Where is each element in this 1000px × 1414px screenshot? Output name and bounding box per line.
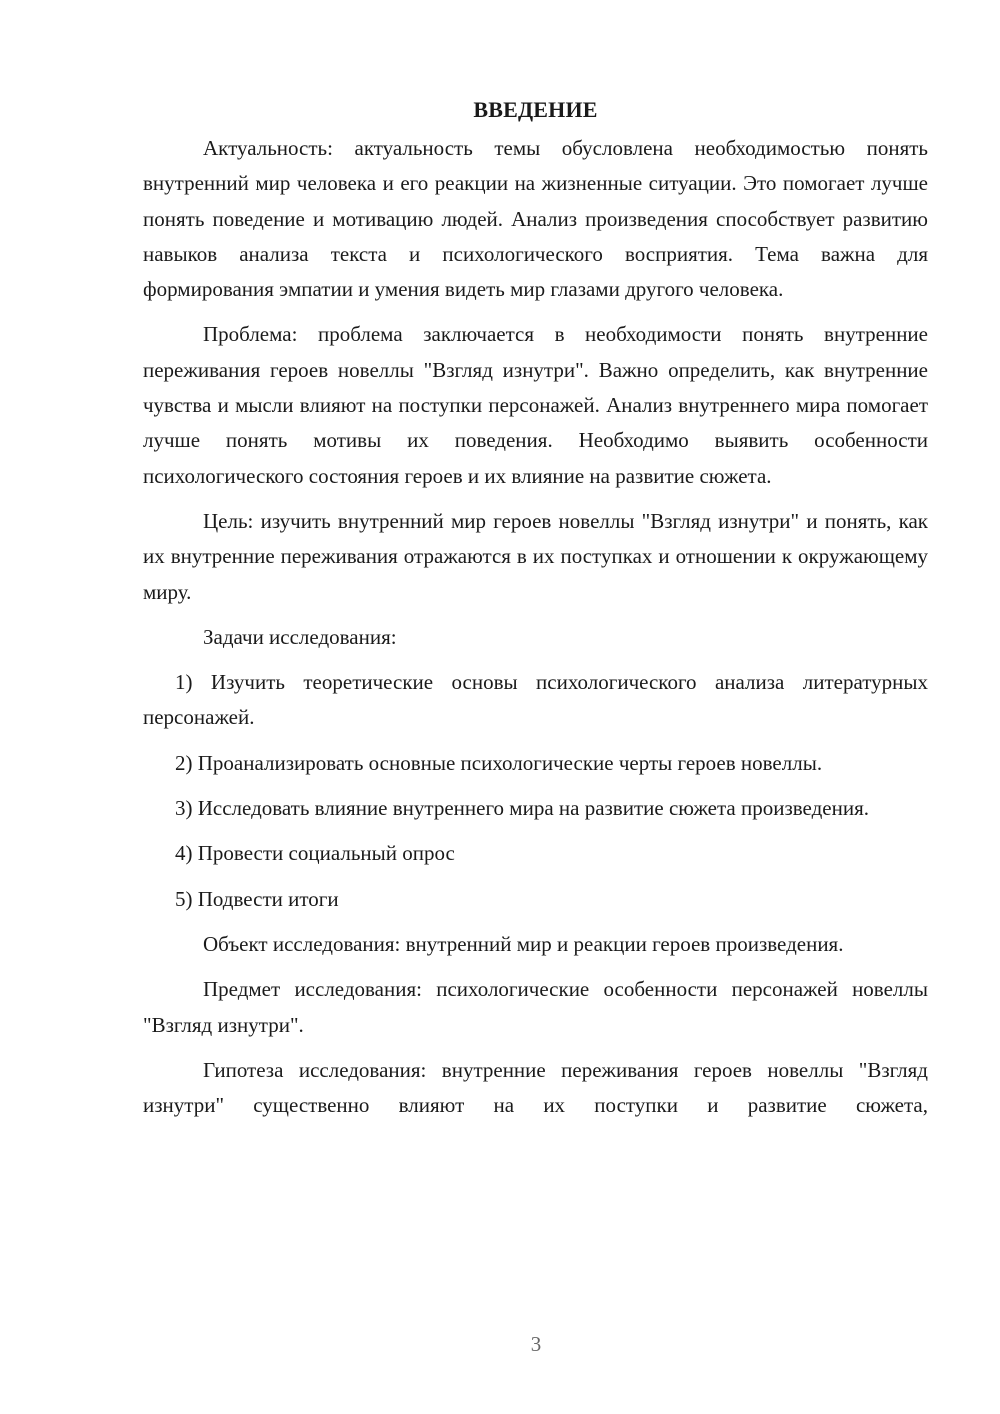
paragraph-relevance: Актуальность: актуальность темы обусловлена необходимостью понять внутренний мир человека и его реакции на жизненные ситуации. Это помогает лучше понять поведение и мотивацию людей. Анализ произведения способствует развитию навыков анализа текста и психологического восприятия. Тема важна для формирования эмпатии и умения видеть мир глазами другого человека. <box>143 136 928 302</box>
paragraph-tasks-heading: Задачи исследования: <box>203 624 397 649</box>
paragraph-object: Объект исследования: внутренний мир и реакции героев произведения. <box>203 931 844 956</box>
list-item-task-3: 3) Исследовать влияние внутреннего мира на развитие сюжета произведения. <box>175 796 869 821</box>
paragraph-problem: Проблема: проблема заключается в необходимости понять внутренние переживания героев новеллы "Взгляд изнутри". Важно определить, как внутренние чувства и мысли влияют на поступки персонажей. Анализ внутреннего мира помогает лучше понять мотивы их поведения. Необходимо выявить особенности психологического состояния героев и их влияние на развитие сюжета. <box>143 322 928 488</box>
list-item-task-2: 2) Проанализировать основные психологические черты героев новеллы. <box>175 750 823 775</box>
list-item-task-1: 1) Изучить теоретические основы психологического анализа литературных персонажей. <box>143 670 928 730</box>
paragraph-goal: Цель: изучить внутренний мир героев новеллы "Взгляд изнутри" и понять, как их внутренние переживания отражаются в их поступках и отношении к окружающему миру. <box>143 508 928 604</box>
paragraph-subject: Предмет исследования: психологические особенности персонажей новеллы "Взгляд изнутри". <box>143 977 928 1037</box>
list-item-task-4: 4) Провести социальный опрос <box>175 841 455 866</box>
paragraph-hypothesis: Гипотеза исследования: внутренние переживания героев новеллы "Взгляд изнутри" существенно влияют на их поступки и развитие сюжета, <box>143 1057 928 1118</box>
document-page <box>143 92 928 1133</box>
page-number: 3 <box>530 1332 542 1356</box>
page-title: ВВЕДЕНИЕ <box>473 97 598 122</box>
list-item-task-5: 5) Подвести итоги <box>175 886 339 911</box>
